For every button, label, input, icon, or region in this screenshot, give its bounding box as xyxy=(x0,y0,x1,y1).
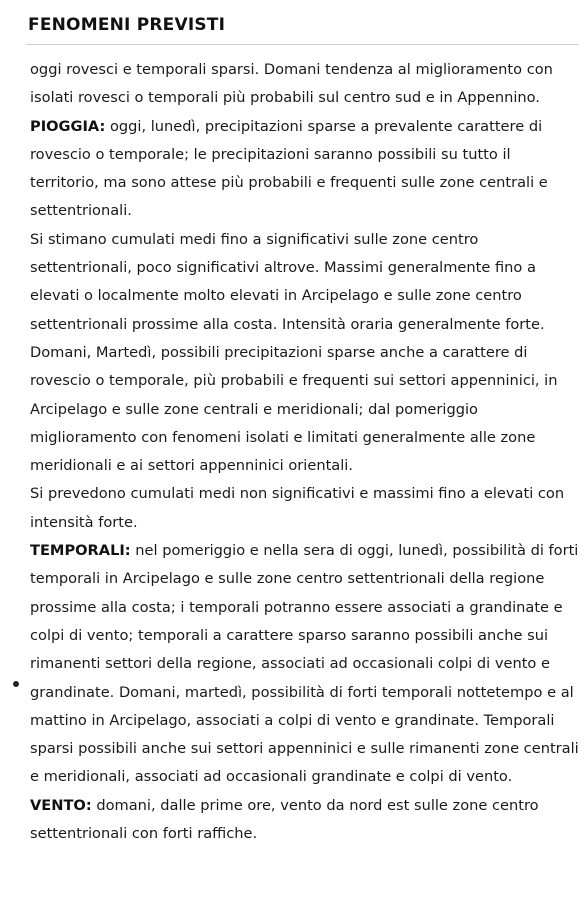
section-title: FENOMENI PREVISTI xyxy=(28,15,226,35)
forecast-text xyxy=(30,56,582,848)
paragraph-text: Si stimano cumulati medi fino a significativi sulle zone centro settentrionali, poco significativi altrove. Massimi generalmente fino a elevati o localmente molto elevati in Arcipelago e sulle zone centro settentrionali prossime alla costa. Intensità oraria generalmente forte. xyxy=(30,230,545,333)
forecast-paragraph-temporali xyxy=(30,537,582,792)
paragraph-text: Domani, Martedì, possibili precipitazioni sparse anche a carattere di rovescio o temporale, più probabili e frequenti sui settori appenninici, in Arcipelago e sulle zone centrali e meridionali; dal pomeriggio miglioramento con fenomeni isolati e limitati generalmente alle zone meridionali e ai settori appenninici orientali. xyxy=(30,343,558,475)
paragraph-label: PIOGGIA: xyxy=(30,117,106,135)
paragraph-label: TEMPORALI: xyxy=(30,542,131,560)
forecast-paragraph-cumulati-domani xyxy=(30,480,582,537)
paragraph-text: oggi rovesci e temporali sparsi. Domani tendenza al miglioramento con isolati rovesci o temporali più probabili sul centro sud e in Appennino. xyxy=(30,61,553,107)
paragraph-text: nel pomeriggio e nella sera di oggi, lunedì, possibilità di forti temporali in Arcipelago e sulle zone centro settentrionali della regione prossime alla costa; i temporali potranno essere associati a grandinate e colpi di vento; temporali a carattere sparso saranno possibili anche sui rimanenti settori della regione, associati ad occasionali colpi di vento e grandinate. Domani, martedì, possibilità di forti temporali nottetempo e al mattino in Arcipelago, associati a colpi di vento e grandinate. Temporali sparsi possibili anche sui settori appenninici e sulle rimanenti zone centrali e meridionali, associati ad occasionali grandinate e colpi di vento. xyxy=(30,542,579,786)
bullet-dot-icon xyxy=(13,681,19,687)
forecast-paragraph-intro xyxy=(30,56,582,113)
forecast-paragraph-vento xyxy=(30,792,582,849)
section-header xyxy=(26,0,579,45)
paragraph-text: Si prevedono cumulati medi non significativi e massimi fino a elevati con intensità forte. xyxy=(30,485,565,531)
forecast-paragraph-domani xyxy=(30,339,582,480)
paragraph-label: VENTO: xyxy=(30,796,92,814)
paragraph-text: oggi, lunedì, precipitazioni sparse a prevalente carattere di rovescio o temporale; le precipitazioni saranno possibili su tutto il territorio, ma sono attese più probabili e frequenti sulle zone centrali e settentrionali. xyxy=(30,117,548,220)
paragraph-text: domani, dalle prime ore, vento da nord est sulle zone centro settentrionali con forti raffiche. xyxy=(30,796,539,843)
forecast-paragraph-cumulati-oggi xyxy=(30,226,582,339)
forecast-paragraph-pioggia xyxy=(30,113,582,226)
